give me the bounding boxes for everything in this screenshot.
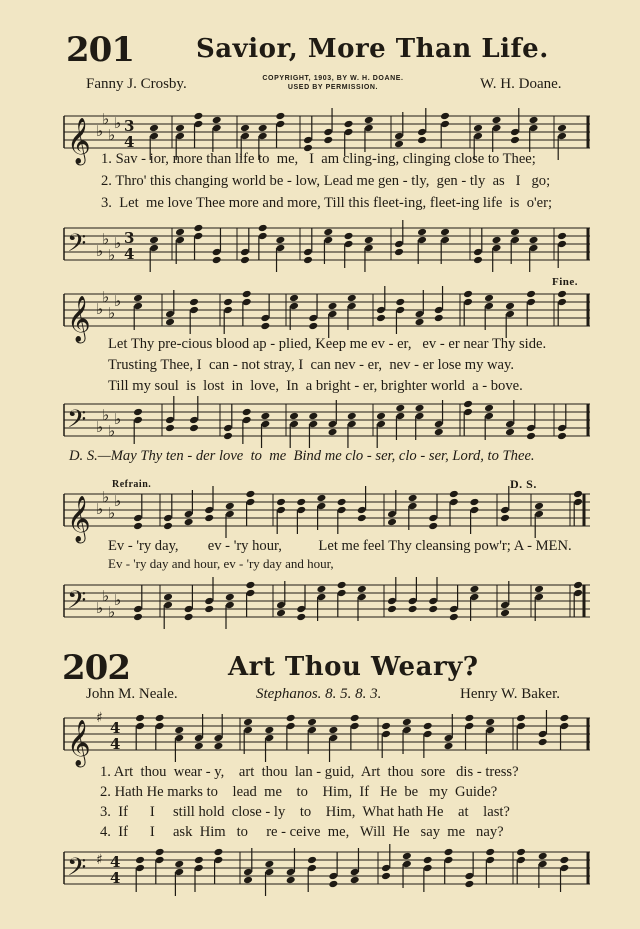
note-head	[464, 880, 474, 889]
treble-clef-icon: 𝄞	[67, 720, 91, 766]
note-head	[538, 852, 548, 861]
flat-icon: ♭	[102, 230, 110, 248]
flat-icon: ♭	[108, 246, 116, 264]
verse-2-line-1: 2. Thro' this changing world be - low, Lead me gen - tly, gen - tly as I go;	[101, 173, 551, 189]
flat-icon: ♭	[96, 242, 104, 260]
verse-2-line-2: Trusting Thee, I can - not stray, I can nev - er, nev - er lose my way.	[108, 357, 515, 373]
flat-icon: ♭	[96, 418, 104, 436]
verse-3-line-2: Till my soul is lost in love, In a bright - er, brighter world a - bove.	[108, 378, 523, 394]
note-head	[155, 848, 165, 857]
flat-icon: ♭	[102, 587, 110, 605]
note-head	[135, 856, 145, 865]
hymn-number: 201	[66, 30, 134, 70]
fine-marker: Fine.	[552, 276, 579, 288]
treble-clef-icon: 𝄞	[67, 296, 91, 342]
verse-4: 4. If I ask Him to re - ceive me, Will He say me nay?	[100, 824, 504, 840]
note-head	[381, 872, 391, 881]
flat-icon: ♭	[96, 500, 104, 518]
bass-clef-icon: 𝄢	[67, 229, 87, 264]
ds-marker: D. S.	[510, 477, 537, 491]
bass-clef-icon: 𝄢	[67, 405, 87, 440]
time-signature-top: 3	[124, 117, 135, 135]
flat-icon: ♭	[114, 234, 122, 252]
note-head	[174, 860, 184, 869]
time-signature-bottom: 4	[124, 245, 135, 263]
bass-clef-icon: 𝄢	[67, 853, 87, 888]
flat-icon: ♭	[108, 603, 116, 621]
sharp-icon: ♯	[96, 710, 103, 726]
note-head	[402, 852, 412, 861]
note-head	[213, 848, 223, 857]
verse-3-line-1: 3. Let me love Thee more and more, Till this fleet-ing, fleet-ing life is o'er;	[101, 195, 553, 211]
note-head	[286, 876, 296, 885]
da-capo-lyric: D. S.—May Thy ten - der love to me Bind me clo - ser, clo - ser, Lord, to Thee.	[69, 448, 535, 464]
composer-credit: W. H. Doane.	[480, 76, 562, 92]
note-head	[264, 860, 274, 869]
treble-clef-icon: 𝄞	[67, 496, 91, 542]
note-head	[307, 856, 317, 865]
time-signature-bottom: 4	[124, 133, 135, 151]
note-head	[485, 848, 495, 857]
flat-icon: ♭	[96, 599, 104, 617]
flat-icon: ♭	[108, 422, 116, 440]
flat-icon: ♭	[108, 126, 116, 144]
time-signature-top: 4	[110, 719, 121, 737]
verse-1-line-1: 1. Sav - ior, more than life to me, I am cling-ing, clinging close to Thee;	[101, 151, 536, 167]
verse-1: 1. Art thou wear - y, art thou lan - guid, Art thou sore dis - tress?	[100, 764, 519, 780]
bass-clef-icon: 𝄢	[67, 586, 87, 621]
flat-icon: ♭	[114, 492, 122, 510]
note-head	[328, 880, 338, 889]
author-credit: John M. Neale.	[86, 686, 178, 702]
note-head	[243, 876, 253, 885]
verse-1-line-2: Let Thy pre-cious blood ap - plied, Keep me ev - er, ev - er near Thy side.	[108, 336, 547, 352]
flat-icon: ♭	[102, 488, 110, 506]
note-head	[516, 848, 526, 857]
copyright-line: COPYRIGHT, 1903, BY W. H. DOANE.	[262, 75, 404, 82]
flat-icon: ♭	[114, 410, 122, 428]
note-head	[350, 876, 360, 885]
flat-icon: ♭	[114, 114, 122, 132]
flat-icon: ♭	[114, 292, 122, 310]
composer-credit: Henry W. Baker.	[460, 686, 560, 702]
hymn-title: Savior, More Than Life.	[196, 34, 549, 64]
note-head	[423, 856, 433, 865]
flat-icon: ♭	[96, 300, 104, 318]
tune-meter: Stephanos. 8. 5. 8. 3.	[256, 686, 382, 702]
sharp-icon: ♯	[96, 852, 103, 868]
flat-icon: ♭	[102, 110, 110, 128]
flat-icon: ♭	[114, 591, 122, 609]
flat-icon: ♭	[96, 122, 104, 140]
time-signature-top: 3	[124, 229, 135, 247]
time-signature-bottom: 4	[110, 869, 121, 887]
author-credit: Fanny J. Crosby.	[86, 76, 187, 92]
verse-2: 2. Hath He marks to lead me to Him, If He be my Guide?	[100, 784, 498, 800]
verse-3: 3. If I still hold close - ly to Him, What hath He at last?	[100, 804, 510, 820]
refrain-line-2: Ev - 'ry day and hour, ev - 'ry day and hour,	[108, 556, 334, 571]
hymn-title: Art Thou Weary?	[228, 652, 479, 682]
time-signature-top: 4	[110, 853, 121, 871]
time-signature-bottom: 4	[110, 735, 121, 753]
note-head	[444, 848, 454, 857]
note-head	[559, 856, 569, 865]
flat-icon: ♭	[108, 304, 116, 322]
hymn-number: 202	[62, 648, 130, 688]
flat-icon: ♭	[102, 406, 110, 424]
refrain-line-1: Ev - 'ry day, ev - 'ry hour, Let me feel Thy cleansing pow'r; A - MEN.	[108, 538, 572, 554]
treble-clef-icon: 𝄞	[67, 118, 91, 164]
flat-icon: ♭	[108, 504, 116, 522]
note-head	[194, 856, 204, 865]
permission-line: USED BY PERMISSION.	[287, 84, 379, 91]
flat-icon: ♭	[102, 288, 110, 306]
refrain-label: Refrain.	[112, 479, 152, 490]
